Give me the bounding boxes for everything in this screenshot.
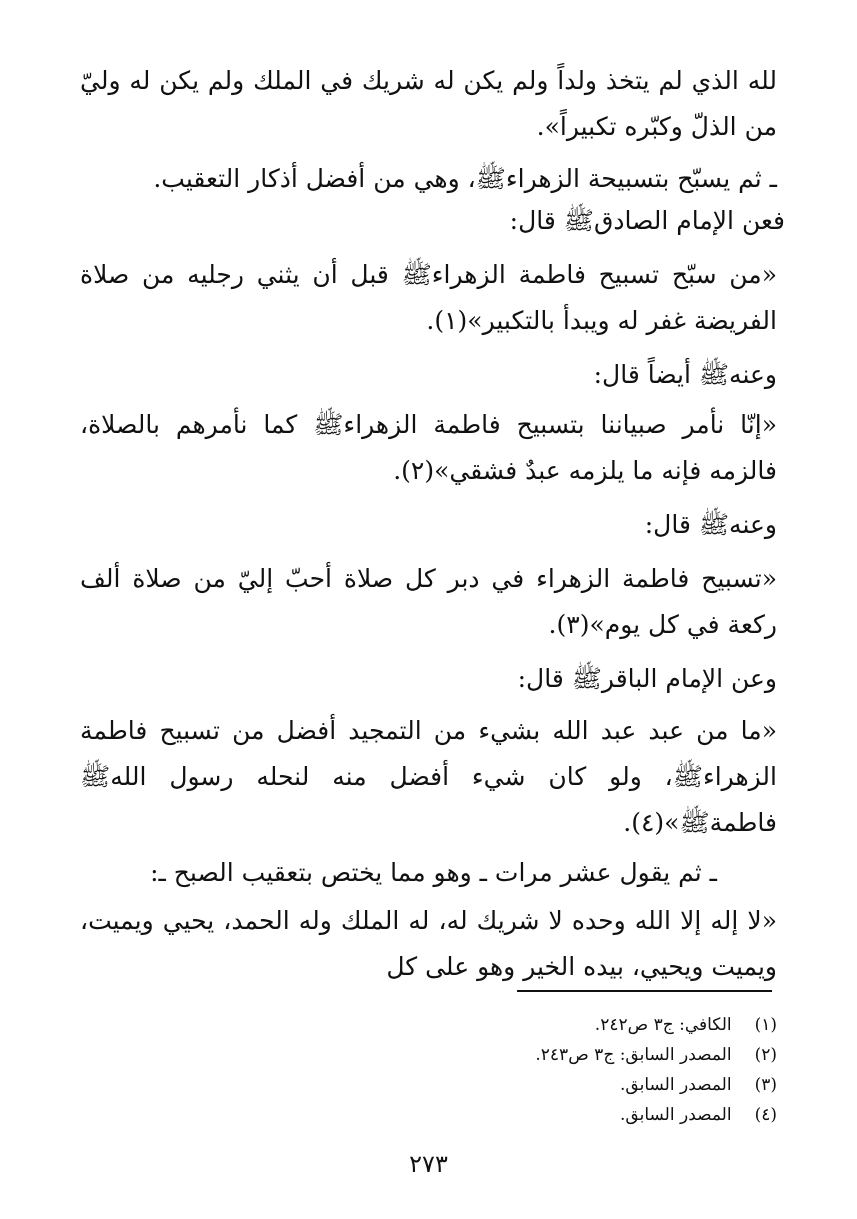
paragraph-hadith-1: «من سبّح تسبيح فاطمة الزهراءﷺ قبل أن يثني رجليه من صلاة الفريضة غفر له ويبدأ بالتكبير»(١). (80, 260, 777, 335)
paragraph-tasbih-intro: ـ ثم يسبّح بتسبيحة الزهراءﷺ، وهي من أفضل أذكار التعقيب. (153, 164, 777, 193)
footnote-number: (٣) (754, 1075, 777, 1095)
footnote-item (177, 1010, 777, 1040)
footnote-number: (٤) (754, 1105, 777, 1125)
footnote-text: الكافي: ج٣ ص٢٤٢. (594, 1015, 732, 1035)
paragraph-hadith-2: «إنّا نأمر صبياننا بتسبيح فاطمة الزهراءﷺ كما نأمرهم بالصلاة، فالزمه فإنه ما يلزمه عبدٌ فشقي»(٢). (80, 410, 777, 485)
paragraph-baqir-attribution: وعن الإمام الباقرﷺ قال: (517, 664, 777, 693)
footnotes-list (177, 1010, 777, 1130)
paragraph-opening-continuation: لله الذي لم يتخذ ولداً ولم يكن له شريك في الملك ولم يكن له وليّ من الذلّ وكبّره تكبيراً». (80, 66, 777, 141)
paragraph-attribution-3: وعنهﷺ قال: (644, 510, 777, 539)
paragraph-ten-times-intro: ـ ثم يقول عشر مرات ـ وهو مما يختص بتعقيب الصبح ـ: (150, 858, 717, 887)
footnote-divider (517, 990, 772, 992)
footnote-item (177, 1100, 777, 1130)
page-number: ٢٧٣ (409, 1150, 448, 1178)
footnote-text: المصدر السابق. (620, 1105, 732, 1125)
footnote-number: (٢) (754, 1045, 777, 1065)
footnote-text: المصدر السابق. (620, 1075, 732, 1095)
footnote-item (177, 1040, 777, 1070)
paragraph-hadith-3: «تسبيح فاطمة الزهراء في دبر كل صلاة أحبّ إليّ من صلاة ألف ركعة في كل يوم»(٣). (80, 564, 777, 639)
paragraph-sadiq-attribution: فعن الإمام الصادقﷺ قال: (509, 206, 785, 235)
footnote-text: المصدر السابق: ج٣ ص٢٤٣. (535, 1045, 732, 1065)
paragraph-attribution-2: وعنهﷺ أيضاً قال: (593, 360, 777, 389)
paragraph-dhikr: «لا إله إلا الله وحده لا شريك له، له الملك وله الحمد، يحيي ويميت، ويميت ويحيي، بيده الخير وهو على كل (80, 906, 777, 981)
footnote-number: (١) (754, 1015, 777, 1035)
footnote-item (177, 1070, 777, 1100)
paragraph-hadith-4: «ما من عبد عبد الله بشيء من التمجيد أفضل من تسبيح فاطمة الزهراءﷺ، ولو كان شيء أفضل منه لنحله رسول اللهﷺ فاطمةﷺ»(٤). (80, 716, 777, 837)
